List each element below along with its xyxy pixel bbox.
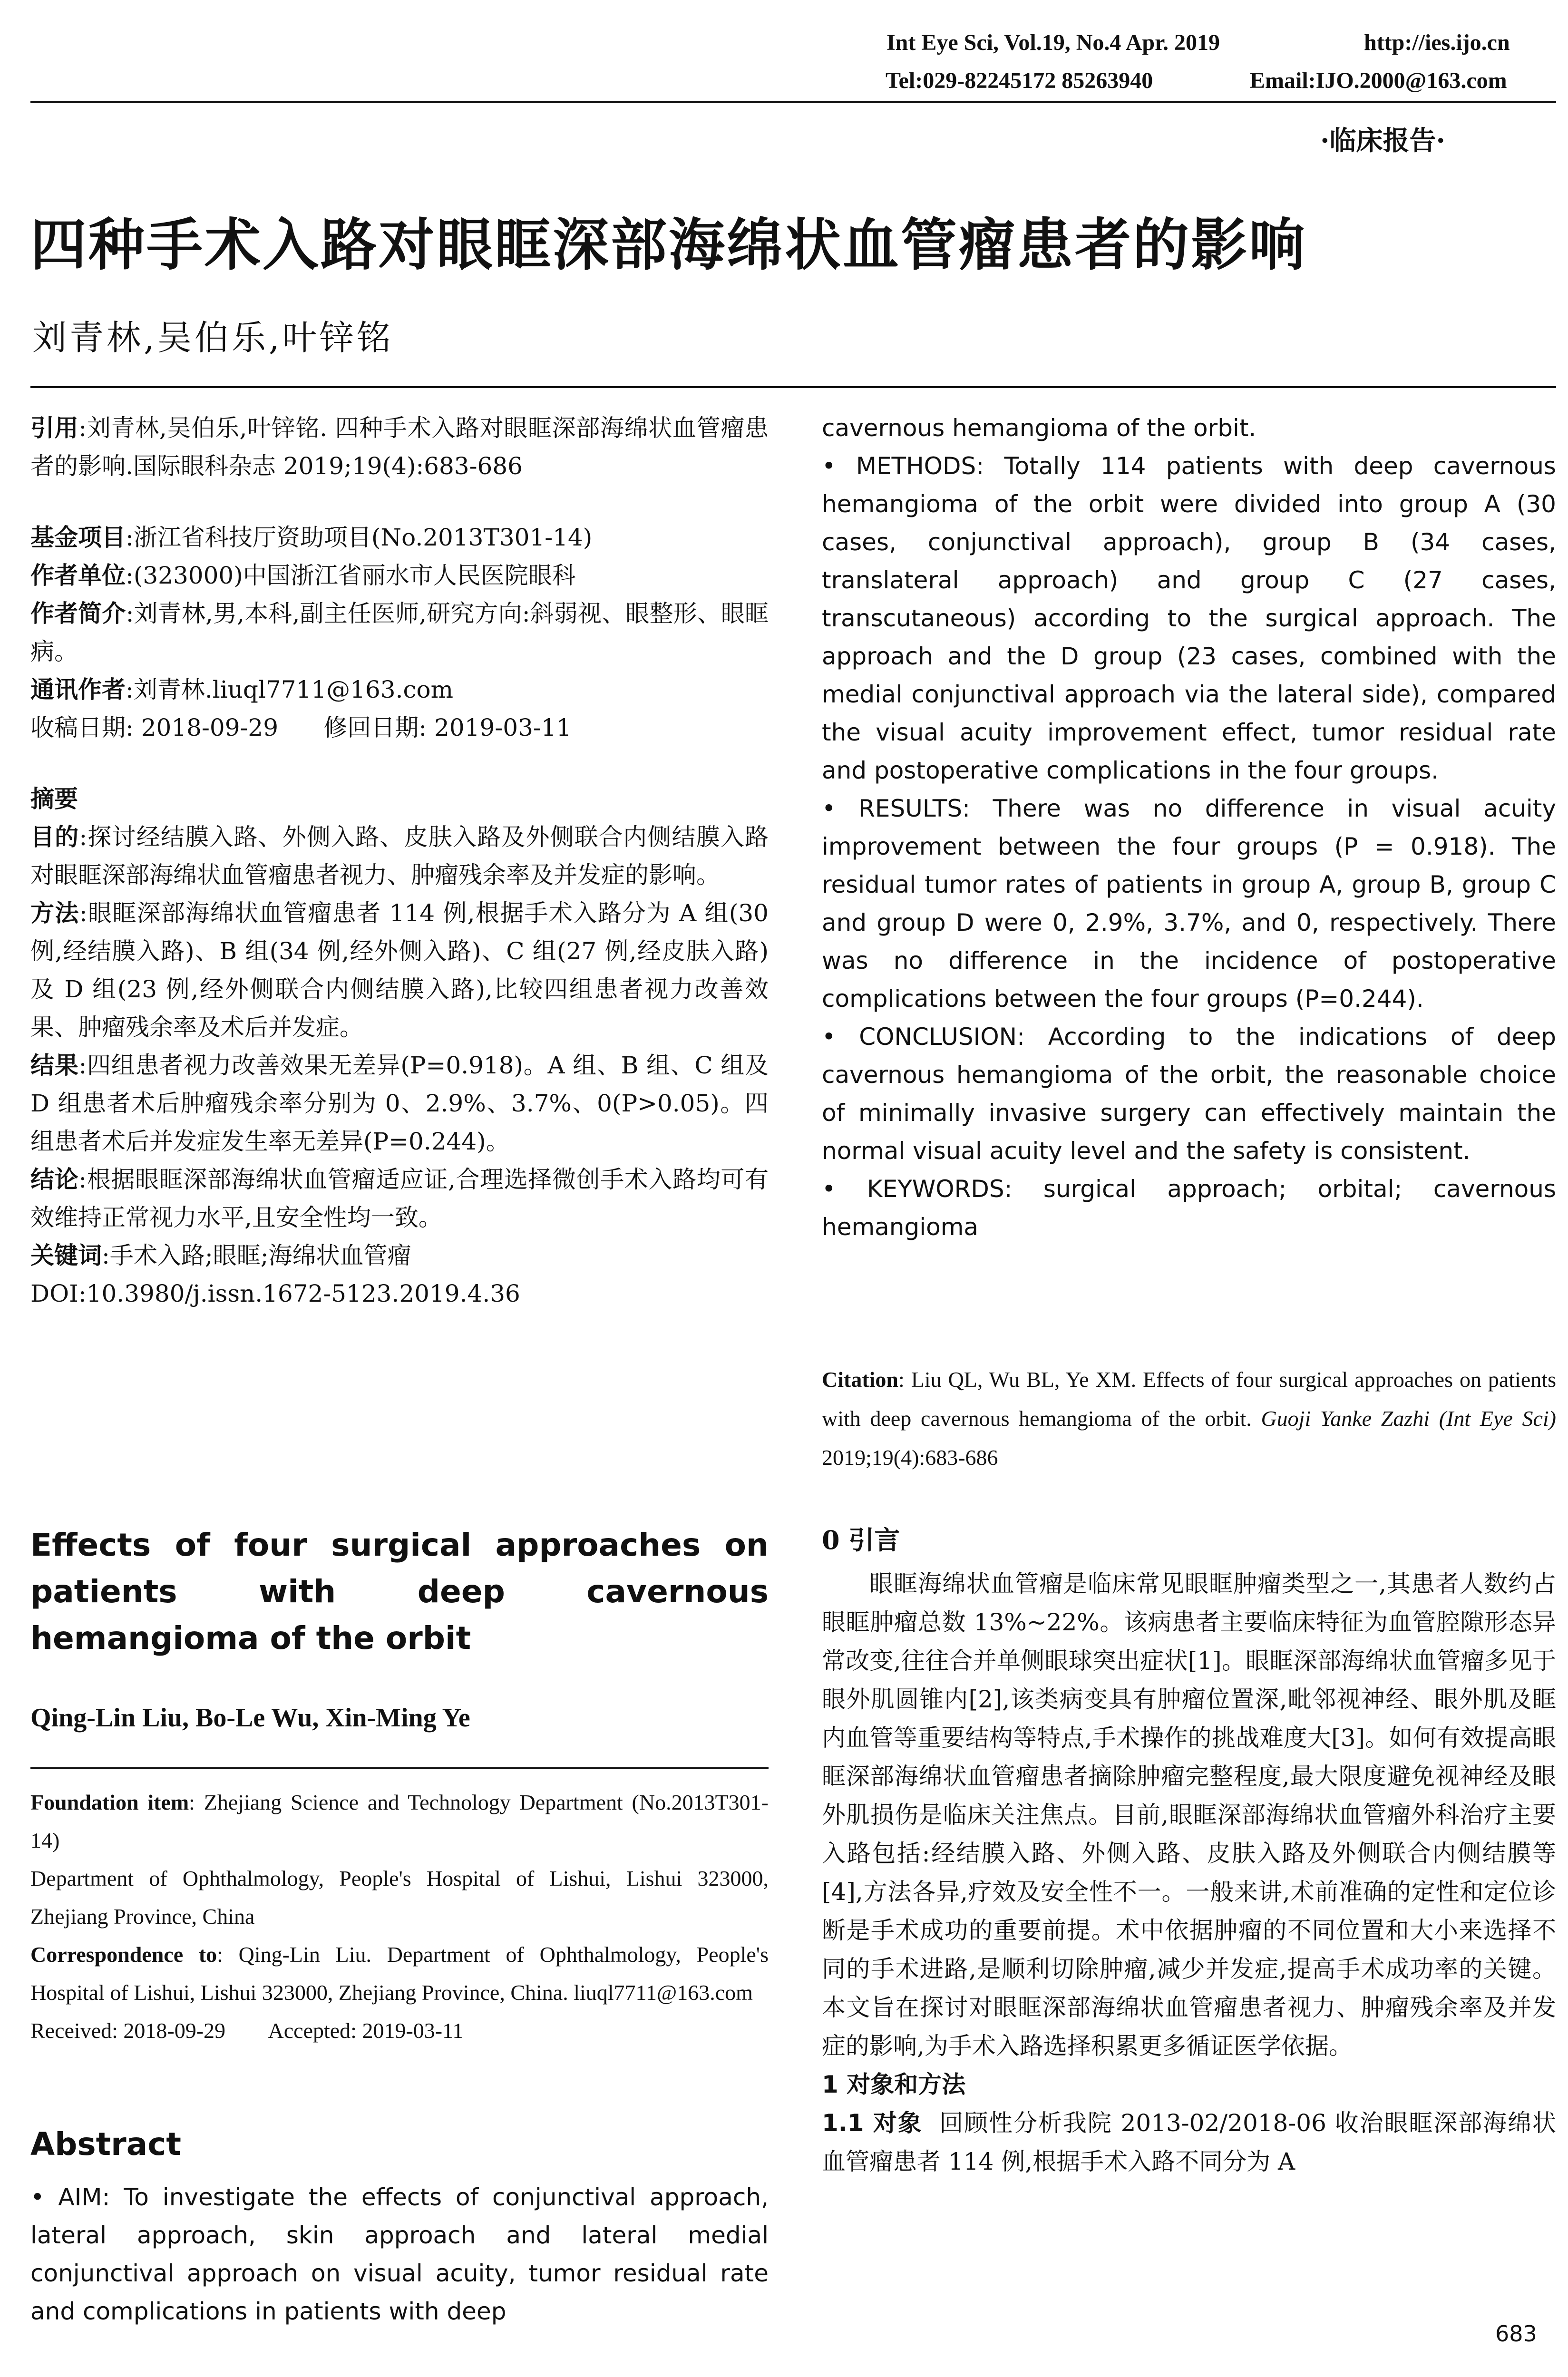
methods-heading-cn: 1 对象和方法 <box>822 2071 966 2098</box>
foundation-cn-label: 基金项目 <box>30 524 126 551</box>
journal-url[interactable]: http://ies.ijo.cn <box>1364 30 1510 55</box>
dept-en: Department of Ophthalmology, People's Hospital of Lishui, Lishui 323000, Zhejiang Province, China <box>30 1866 769 1929</box>
aim-cn <box>30 818 769 894</box>
doi[interactable]: DOI:10.3980/j.issn.1672-5123.2019.4.36 <box>30 1280 520 1307</box>
subject-text: 回顾性分析我院 2013-02/2018-06 收治眼眶深部海绵状血管瘤患者 114 例,根据手术入路不同分为 A <box>822 2109 1556 2175</box>
citation-en-tail: 2019;19(4):683-686 <box>822 1445 998 1470</box>
aim-en-text: : To investigate the effects of conjunctival approach, lateral approach, skin approach and lateral medial conjunctival approach on visual acuity, tumor residual rate and complications in patients with deep <box>30 2183 769 2325</box>
bio-cn <box>30 594 769 671</box>
paper-title-en: Effects of four surgical approaches on patients with deep cavernous hemangioma of the orbit <box>30 1527 769 1656</box>
citation-en-block <box>822 1360 1556 1477</box>
aim-cn-text: :探讨经结膜入路、外侧入路、皮肤入路及外侧联合内侧结膜入路对眼眶深部海绵状血管瘤患者视力、肿瘤残余率及并发症的影响。 <box>30 823 769 889</box>
citation-en-journal: Guoji Yanke Zazhi (Int Eye Sci) <box>1261 1406 1557 1431</box>
journal-email[interactable]: Email:IJO.2000@163.com <box>1250 68 1507 93</box>
methods-cn-text: :眼眶深部海绵状血管瘤患者 114 例,根据手术入路分为 A 组(30 例,经结膜入路)、B 组(34 例,经外侧入路)、C 组(27 例,经皮肤入路)及 D 组(23 例,经外侧联合内侧结膜入路),比较四组患者视力改善效果、肿瘤残余率及术后并发症。 <box>30 899 769 1041</box>
foundation-en-label: Foundation item <box>30 1790 189 1814</box>
methods-en-label: • METHODS <box>822 452 976 480</box>
abstract-en-heading: Abstract <box>30 2126 181 2163</box>
authors-cn: 刘青林,吴伯乐,叶锌铭 <box>32 318 394 358</box>
citation-en-label: Citation <box>822 1367 898 1392</box>
results-en-label: • RESULTS <box>822 795 963 822</box>
methods-cn <box>30 894 769 1046</box>
methods-cn-label: 方法 <box>30 899 79 927</box>
aim-en-cont: cavernous hemangioma of the orbit. <box>822 414 1256 442</box>
foundation-en <box>30 1783 769 1860</box>
aim-en-block <box>30 2178 769 2330</box>
citation-en <box>822 1360 1556 1477</box>
corr-cn-text[interactable]: :刘青林.liuql7711@163.com <box>126 676 454 703</box>
corr-cn <box>30 671 769 709</box>
unit-cn-label: 作者单位 <box>30 562 126 589</box>
conclusion-en-text: : According to the indications of deep cavernous hemangioma of the orbit, the reasonable choice of minimally invasive surgery can effectively maintain the normal visual acuity level and the safety is consistent. <box>822 1023 1556 1165</box>
corr-en-text[interactable]: : Qing-Lin Liu. Department of Ophthalmology, People's Hospital of Lishui, Lishui 323000, Zhejiang Province, China. liuql7711@163.com <box>30 1942 769 2005</box>
conclusion-cn <box>30 1160 769 1237</box>
bio-cn-text: :刘青林,男,本科,副主任医师,研究方向:斜弱视、眼整形、眼眶病。 <box>30 600 769 665</box>
foundation-cn-text: :浙江省科技厅资助项目(No.2013T301-14) <box>126 524 593 551</box>
keywords-cn-label: 关键词 <box>30 1242 102 1269</box>
bio-cn-label: 作者简介 <box>30 600 126 627</box>
paper-title-cn: 四种手术入路对眼眶深部海绵状血管瘤患者的影响 <box>30 212 1307 278</box>
methods-en-text: : Totally 114 patients with deep cavernous hemangioma of the orbit were divided into group A (30 cases, conjunctival approach), group B (34 cases, translateral approach) and group C (27 cases, transcutaneous) according to the surgical approach. The approach and the D group (23 cases, combined with the medial conjunctival approach via the lateral side), compared the visual acuity improvement effect, tumor residual rate and postoperative complications in the four groups. <box>822 452 1556 784</box>
keywords-en-label: • KEYWORDS <box>822 1175 1004 1203</box>
conclusion-cn-label: 结论 <box>30 1166 79 1193</box>
conclusion-en <box>822 1018 1556 1170</box>
en-authors-rule <box>30 1767 769 1769</box>
aim-cn-label: 目的 <box>30 823 79 851</box>
results-cn <box>30 1046 769 1160</box>
right-column-abstract <box>822 409 1556 1246</box>
title-rule <box>30 386 1556 388</box>
intro-heading: 0 引言 <box>822 1525 900 1555</box>
dates-en: Received: 2018-09-29 Accepted: 2019-03-11 <box>30 2018 464 2043</box>
header-rule <box>30 101 1556 103</box>
foundation-en-text: : Zhejiang Science and Technology Department (No.2013T301-14) <box>30 1790 769 1852</box>
dates-cn: 收稿日期: 2018-09-29 修回日期: 2019-03-11 <box>30 714 572 741</box>
corr-en-label: Correspondence to <box>30 1942 217 1967</box>
conclusion-cn-text: :根据眼眶深部海绵状血管瘤适应证,合理选择微创手术入路均可有效维持正常视力水平,且安全性均一致。 <box>30 1166 769 1231</box>
section-tag: ·临床报告· <box>1320 125 1445 156</box>
foundation-cn <box>30 518 769 556</box>
corr-en <box>30 1936 769 2012</box>
citation-en-text: : Liu QL, Wu BL, Ye XM. Effects of four surgical approaches on patients with deep cavernous hemangioma of the orbit. <box>822 1367 1556 1431</box>
aim-en-label: • AIM <box>30 2183 102 2211</box>
aim-en <box>30 2178 769 2330</box>
results-cn-label: 结果 <box>30 1052 79 1079</box>
results-en-text: : There was no difference in visual acuity improvement between the four groups (P = 0.918). The residual tumor rates of patients in group A, group B, group C and group D were 0, 2.9%, 3.7%, and 0, respectively. There was no difference in the incidence of postoperative complications between the four groups (P=0.244). <box>822 795 1556 1013</box>
subject-paragraph <box>822 2104 1556 2181</box>
unit-cn <box>30 556 769 594</box>
methods-en <box>822 447 1556 789</box>
keywords-cn-text: :手术入路;眼眶;海绵状血管瘤 <box>102 1242 411 1269</box>
page-number: 683 <box>1495 2321 1537 2347</box>
keywords-cn <box>30 1237 769 1275</box>
keywords-en <box>822 1170 1556 1246</box>
left-column-meta <box>30 409 769 1313</box>
intro-paragraph: 眼眶海绵状血管瘤是临床常见眼眶肿瘤类型之一,其患者人数约占眼眶肿瘤总数 13%~22%。该病患者主要临床特征为血管腔隙形态异常改变,往往合并单侧眼球突出症状[1]。眼眶深部海绵状血管瘤多见于眼外肌圆锥内[2],该类病变具有肿瘤位置深,毗邻视神经、眼外肌及眶内血管等重要结构等特点,手术操作的挑战难度大[3]。如何有效提高眼眶深部海绵状血管瘤患者摘除肿瘤完整程度,最大限度避免视神经及眼外肌损伤是临床关注焦点。目前,眼眶深部海绵状血管瘤外科治疗主要入路包括:经结膜入路、外侧入路、皮肤入路及外侧联合内侧结膜等[4],方法各异,疗效及安全性不一。一般来讲,术前准确的定性和定位诊断是手术成功的重要前提。术中依据肿瘤的不同位置和大小来选择不同的手术进路,是顺利切除肿瘤,减少并发症,提高手术成功率的关键。本文旨在探讨对眼眶深部海绵状血管瘤患者视力、肿瘤残余率及并发症的影响,为手术入路选择积累更多循证医学依据。 <box>822 1570 1556 2060</box>
citation-cn-label: 引用 <box>30 414 79 442</box>
abstract-cn-heading: 摘要 <box>30 785 78 813</box>
journal-tel: Tel:029-82245172 85263940 <box>886 68 1153 93</box>
corr-cn-label: 通讯作者 <box>30 676 126 703</box>
conclusion-en-label: • CONCLUSION <box>822 1023 1017 1051</box>
authors-en: Qing-Lin Liu, Bo-Le Wu, Xin-Ming Ye <box>30 1703 470 1733</box>
citation-cn-text: :刘青林,吴伯乐,叶锌铭. 四种手术入路对眼眶深部海绵状血管瘤患者的影响.国际眼科杂志 2019;19(4):683-686 <box>30 414 769 480</box>
keywords-en-text: : surgical approach; orbital; cavernous hemangioma <box>822 1175 1556 1241</box>
subject-label: 1.1 对象 <box>822 2109 923 2137</box>
results-cn-text: :四组患者视力改善效果无差异(P=0.918)。A 组、B 组、C 组及 D 组患者术后肿瘤残余率分别为 0、2.9%、3.7%、0(P>0.05)。四组患者术后并发症发生率无差异(P=0.244)。 <box>30 1052 769 1155</box>
journal-line: Int Eye Sci, Vol.19, No.4 Apr. 2019 <box>886 30 1220 55</box>
citation-cn <box>30 409 769 485</box>
left-column-en-meta <box>30 1783 769 2050</box>
results-en <box>822 789 1556 1018</box>
unit-cn-text: :(323000)中国浙江省丽水市人民医院眼科 <box>126 562 576 589</box>
intro-body <box>822 1565 1556 2181</box>
